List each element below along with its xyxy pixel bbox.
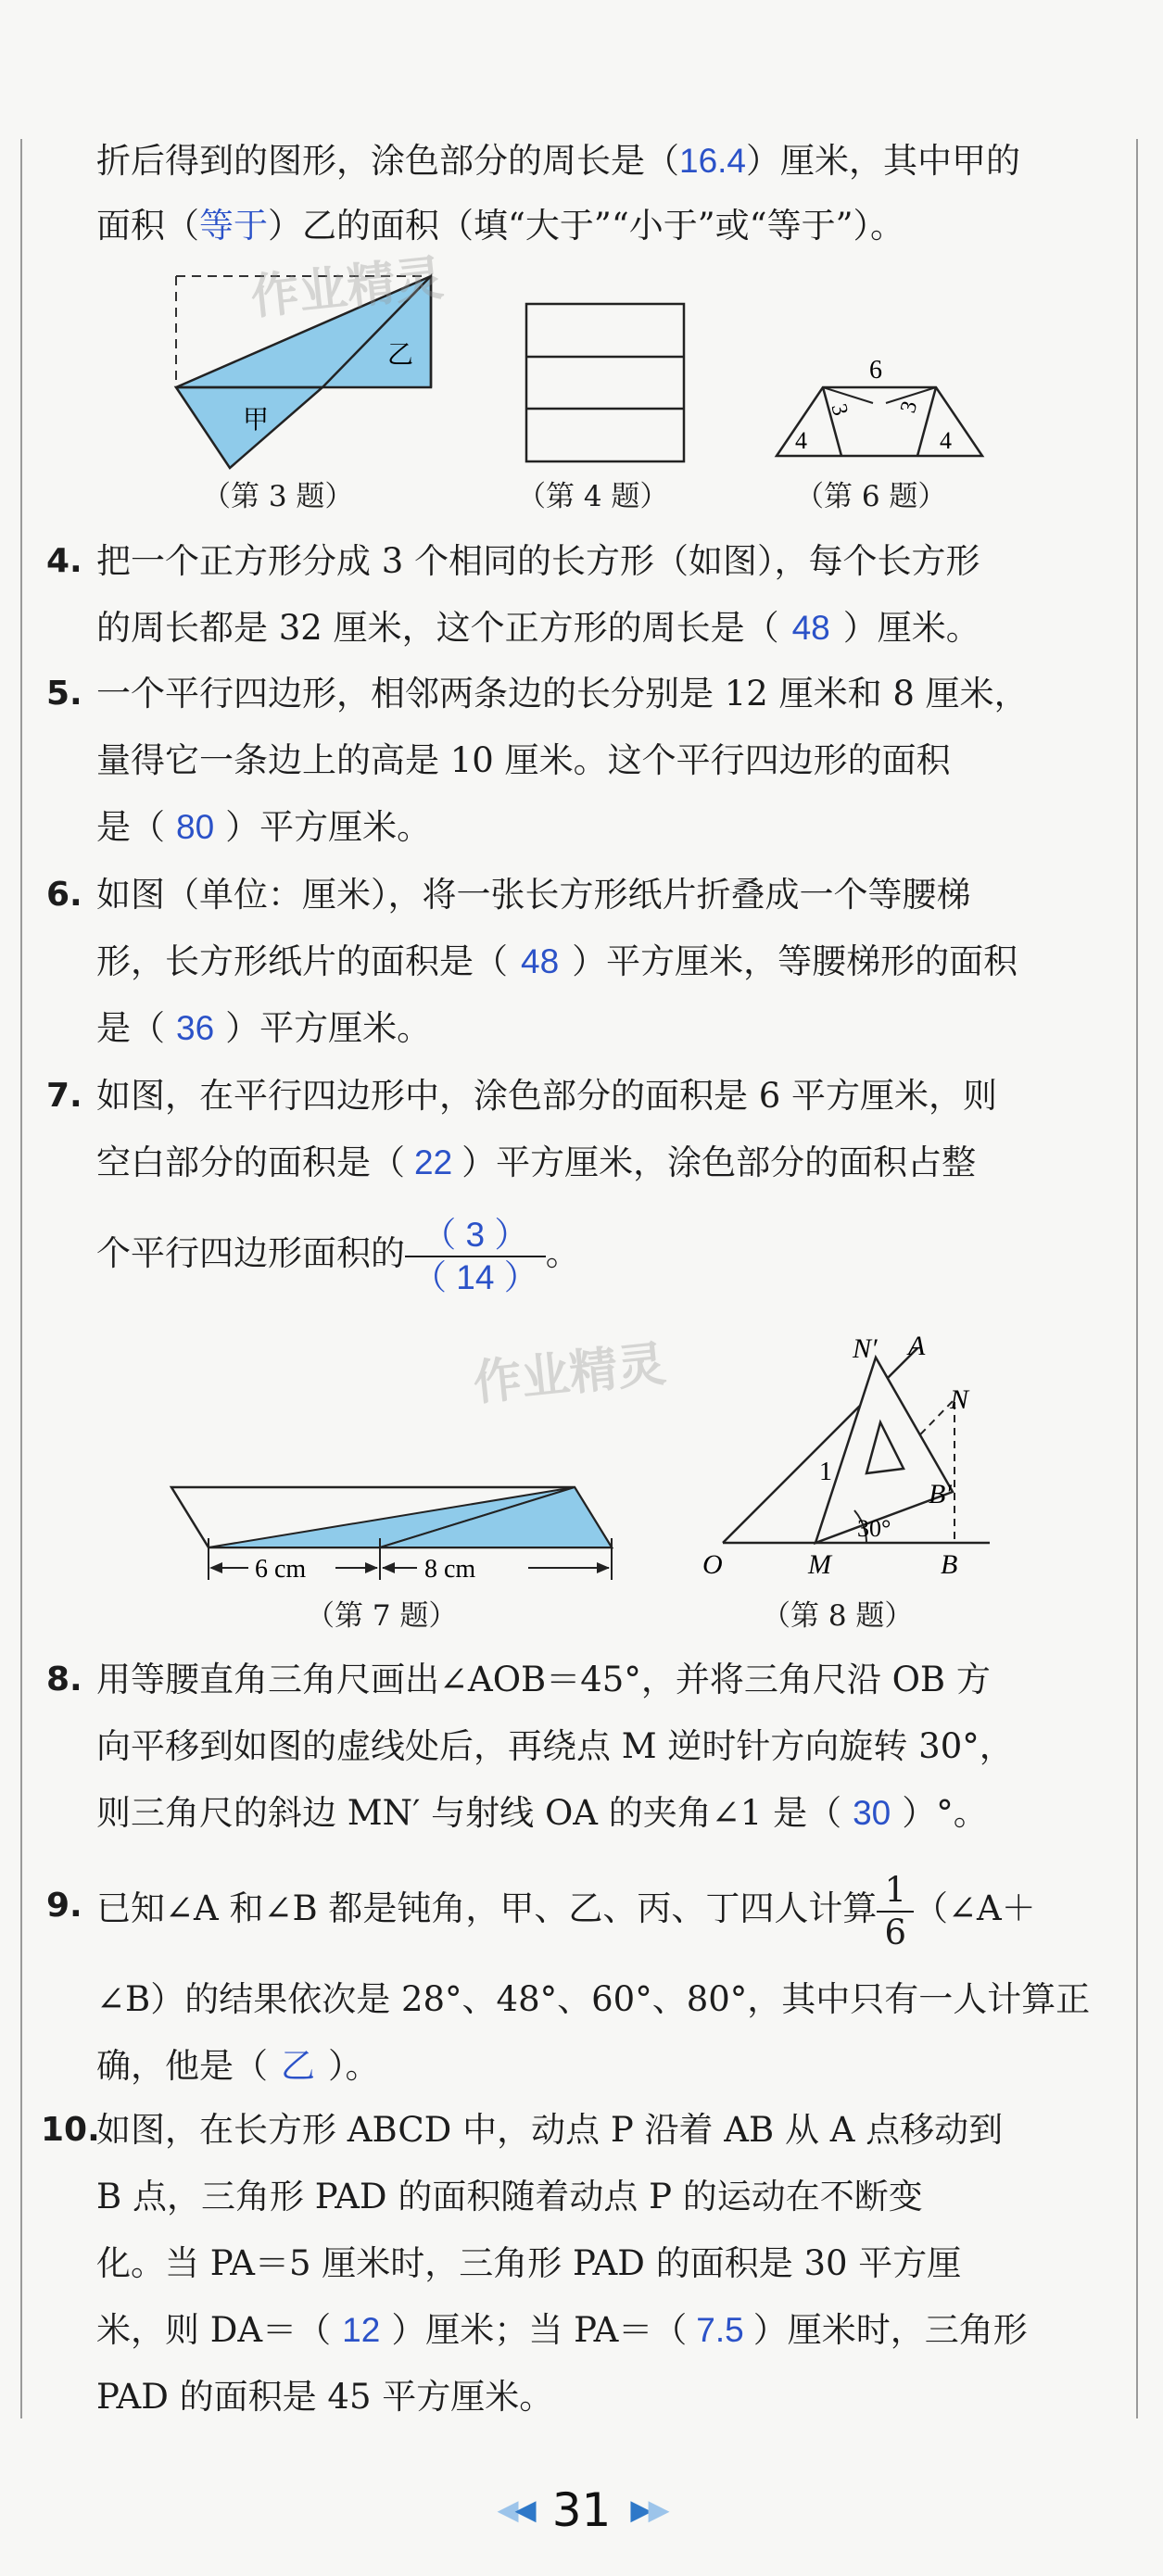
q10-number: 10.	[41, 2111, 100, 2149]
fig8-angle-30: 30°	[857, 1515, 891, 1542]
fig8-label-a: A	[908, 1331, 926, 1361]
label-yi: 乙	[387, 341, 414, 370]
q6-answer-rect: 48	[521, 942, 560, 980]
fig6-side-right: 3	[896, 398, 923, 416]
figure-q7	[171, 1487, 612, 1584]
q5-line-3: 是（ 80 ）平方厘米。	[96, 807, 432, 847]
q10-answer-pa: 7.5	[696, 2311, 744, 2349]
q9-fraction-numerator: 1	[877, 1870, 914, 1913]
fig8-label-m: M	[808, 1549, 831, 1580]
caption-q8: （第 8 题）	[762, 1599, 914, 1633]
fig8-label-n: N	[950, 1384, 969, 1415]
q7-answer-blank: 22	[414, 1143, 453, 1181]
q5-line-1: 一个平行四边形，相邻两条边的长分别是 12 厘米和 8 厘米，	[96, 674, 1029, 713]
q3-line-2: 面积（等于）乙的面积（填“大于”“小于”或“等于”）。	[96, 206, 904, 246]
q3-line-1: 折后得到的图形，涂色部分的周长是（16.4）厘米，其中甲的	[96, 141, 1021, 181]
q8-line-2: 向平移到如图的虚线处后，再绕点 M 逆时针方向旋转 30°，	[96, 1726, 1014, 1766]
fig8-label-b: B	[941, 1549, 958, 1580]
q3-answer-compare: 等于	[199, 207, 268, 245]
q5-answer: 80	[176, 808, 215, 846]
figure-q8	[702, 1331, 990, 1580]
q9-answer: 乙	[281, 2047, 315, 2085]
q8-line-1: 用等腰直角三角尺画出∠AOB＝45°，并将三角尺沿 OB 方	[96, 1660, 991, 1699]
figure-q4	[526, 304, 684, 461]
q10-line-4: 米，则 DA＝（ 12 ）厘米；当 PA＝（ 7.5 ）厘米时，三角形	[96, 2310, 1028, 2350]
q4-line-2: 的周长都是 32 厘米，这个正方形的周长是（ 48 ）厘米。	[96, 608, 980, 648]
q10-answer-da: 12	[342, 2311, 381, 2349]
caption-q6: （第 6 题）	[795, 480, 947, 513]
q6-answer-trap: 36	[176, 1009, 215, 1047]
fig7-left-length: 6 cm	[255, 1555, 307, 1584]
q10-line-5: PAD 的面积是 45 平方厘米。	[96, 2377, 554, 2417]
page-number: 31	[551, 2483, 612, 2537]
fig8-angle-1: 1	[819, 1458, 832, 1486]
watermark-middle: 作业精灵	[471, 1336, 669, 1412]
prev-page-icon[interactable]: ◀	[514, 2494, 533, 2527]
q7-answer-fraction	[405, 1215, 546, 1298]
fig8-label-o: O	[702, 1549, 723, 1580]
q10-line-1: 如图，在长方形 ABCD 中，动点 P 沿着 AB 从 A 点移动到	[96, 2110, 1004, 2150]
q9-fraction-denominator: 6	[884, 1912, 906, 1952]
q9-number: 9.	[46, 1887, 82, 1925]
next-page-icon-faded[interactable]: ▶	[648, 2494, 666, 2527]
q7-fraction-numerator: （ 3 ）	[405, 1215, 546, 1257]
q7-line-1: 如图，在平行四边形中，涂色部分的面积是 6 平方厘米，则	[96, 1076, 998, 1116]
q7-number: 7.	[46, 1077, 82, 1115]
fig8-label-b-prime: B′	[929, 1479, 952, 1509]
fig7-right-length: 8 cm	[424, 1555, 476, 1584]
q9-fraction	[877, 1870, 914, 1953]
caption-q7: （第 7 题）	[306, 1599, 458, 1633]
q4-line-1: 把一个正方形分成 3 个相同的长方形（如图），每个长方形	[96, 541, 980, 581]
q4-number: 4.	[46, 542, 82, 580]
q6-number: 6.	[46, 876, 82, 914]
q9-line-1: 已知∠A 和∠B 都是钝角，甲、乙、丙、丁四人计算 $\frac{1}{6}$ （∠A＋	[96, 1869, 1036, 1952]
q7-line-2: 空白部分的面积是（ 22 ）平方厘米，涂色部分的面积占整	[96, 1143, 977, 1182]
fig6-base-left: 4	[795, 427, 807, 454]
fig6-base-right: 4	[940, 427, 952, 454]
q7-line-3: 个平行四边形面积的 $\frac{( 3 )}{( 14 )}$ 。	[96, 1215, 580, 1296]
page-footer	[0, 2483, 1163, 2537]
q9-line-2: ∠B）的结果依次是 28°、48°、60°、80°，其中只有一人计算正	[96, 1979, 1091, 2019]
q6-line-2: 形，长方形纸片的面积是（ 48 ）平方厘米，等腰梯形的面积	[96, 941, 1018, 981]
next-page-icon[interactable]: ▶	[630, 2494, 649, 2527]
caption-q4: （第 4 题）	[517, 480, 669, 513]
q9-line-3: 确，他是（ 乙 ）。	[96, 2046, 380, 2086]
q10-line-2: B 点，三角形 PAD 的面积随着动点 P 的运动在不断变	[96, 2177, 923, 2216]
q8-number: 8.	[46, 1661, 82, 1698]
q4-answer: 48	[791, 609, 830, 647]
fig8-label-n-prime: N′	[853, 1333, 878, 1364]
q8-line-3: 则三角尺的斜边 MN′ 与射线 OA 的夹角∠1 是（ 30 ）°。	[96, 1793, 988, 1833]
q6-line-3: 是（ 36 ）平方厘米。	[96, 1008, 432, 1048]
q3-answer-perimeter: 16.4	[679, 142, 747, 180]
q10-line-3: 化。当 PA＝5 厘米时，三角形 PAD 的面积是 30 平方厘	[96, 2243, 962, 2283]
q7-fraction-denominator: （ 14 ）	[412, 1257, 538, 1296]
prev-page-icon-faded[interactable]: ◀	[497, 2494, 515, 2527]
caption-q3: （第 3 题）	[202, 480, 354, 513]
q5-line-2: 量得它一条边上的高是 10 厘米。这个平行四边形的面积	[96, 740, 951, 780]
watermark-top: 作业精灵	[248, 250, 447, 326]
label-jia: 甲	[243, 406, 270, 435]
fig6-side-left: 3	[826, 401, 853, 419]
q5-number: 5.	[46, 675, 82, 713]
fig6-top-length: 6	[869, 356, 882, 385]
q6-line-1: 如图（单位：厘米），将一张长方形纸片折叠成一个等腰梯	[96, 875, 971, 915]
q8-answer: 30	[853, 1794, 891, 1832]
figure-q6	[777, 356, 982, 456]
